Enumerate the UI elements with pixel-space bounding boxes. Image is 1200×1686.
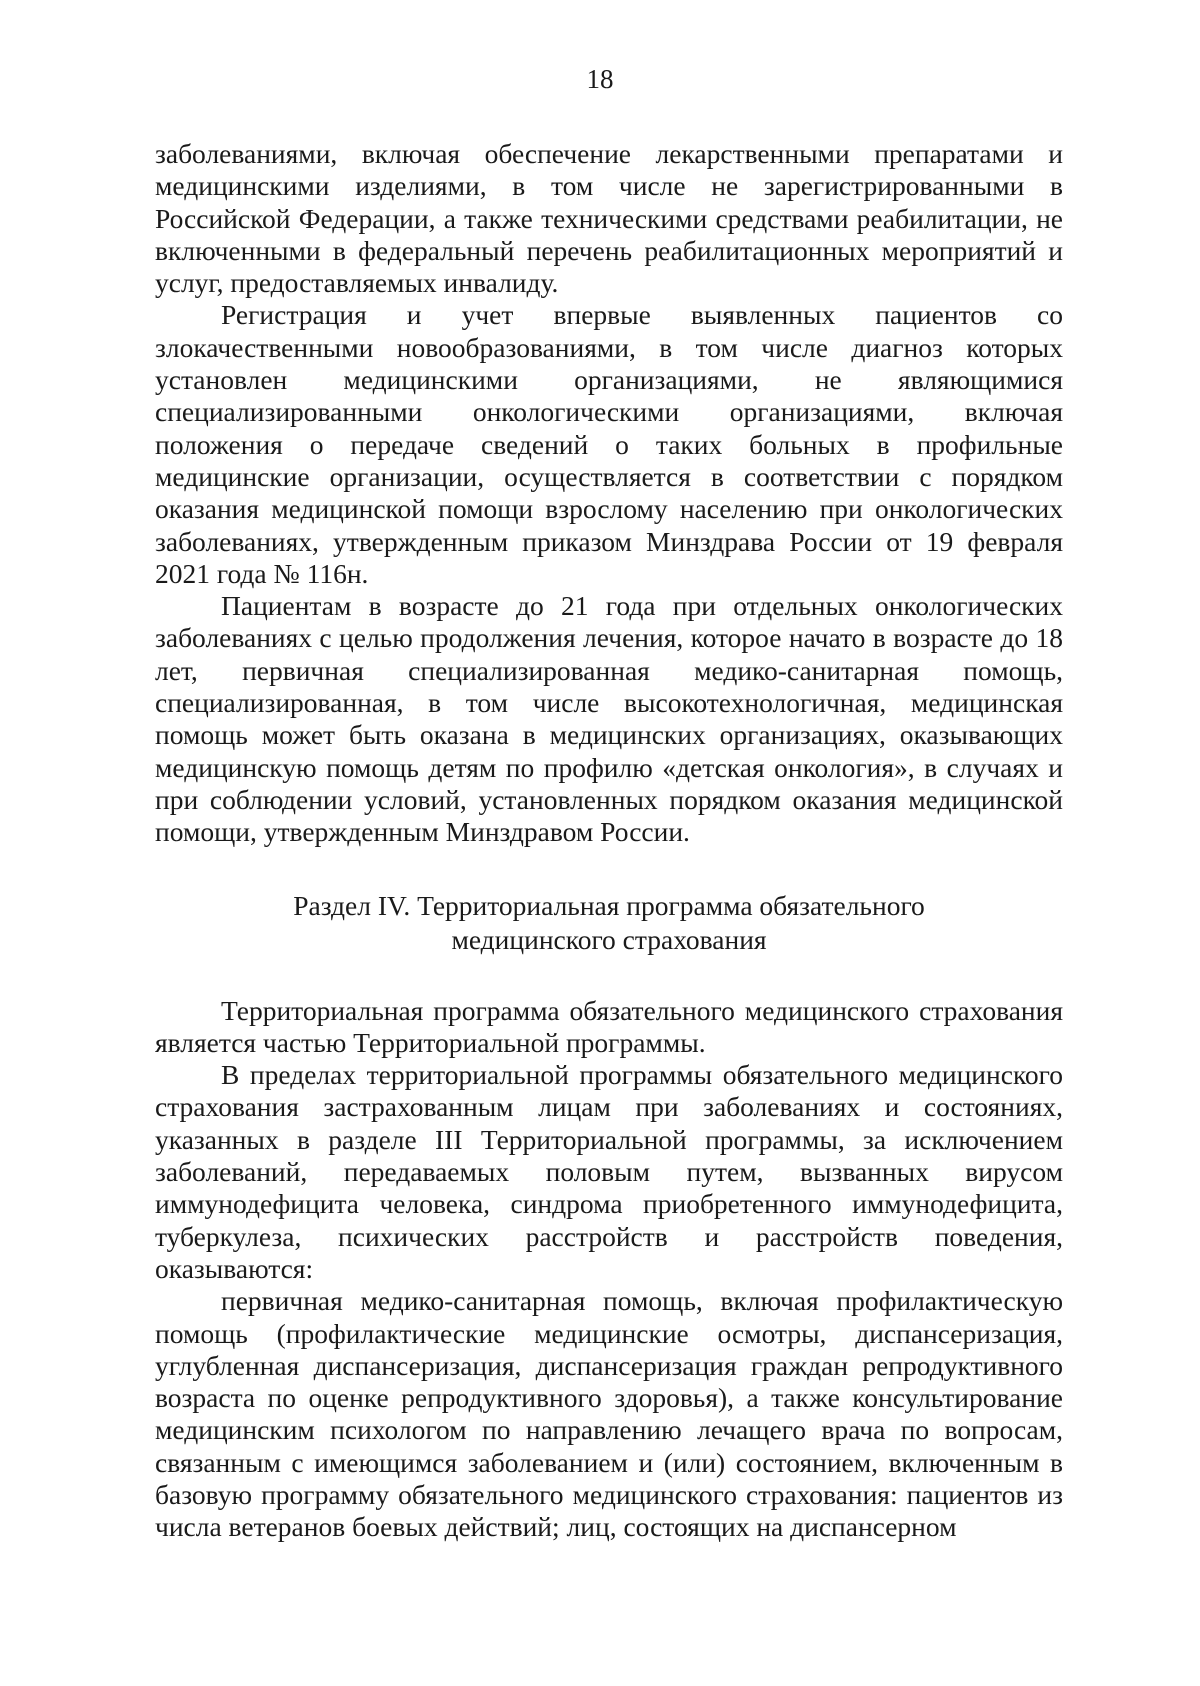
page-number: 18 [586, 64, 614, 94]
section-heading-line-2: медицинского страхования [451, 923, 767, 955]
paragraph-continuation: заболеваниями, включая обеспечение лекарственными препаратами и медицинскими изделиями, в том числе не зарегистрированными в Российской Федерации, а также техническими средствами реабилитации, не включенными в федеральный перечень реабилитационных мероприятий и услуг, предоставляемых инвалиду. [155, 138, 1063, 299]
paragraph-program-part: Территориальная программа обязательного медицинского страхования является частью Территориальной программы. [155, 994, 1063, 1058]
section-heading [155, 889, 1063, 957]
paragraph-registration: Регистрация и учет впервые выявленных пациентов со злокачественными новообразованиями, в том числе диагноз которых установлен медицинскими организациями, не являющимися специализированными онкологическими организациями, включая положения о передаче сведений о таких больных в профильные медицинские организации, осуществляется в соответствии с порядком оказания медицинской помощи взрослому населению при онкологических заболеваниях, утвержденным приказом Минздрава России от 19 февраля 2021 года № 116н. [155, 299, 1063, 589]
paragraph-patients-under-21: Пациентам в возрасте до 21 года при отдельных онкологических заболеваниях с целью продолжения лечения, которое начато в возрасте до 18 лет, первичная специализированная медико-санитарная помощь, специализированная, в том числе высокотехнологичная, медицинская помощь может быть оказана в медицинских организациях, оказывающих медицинскую помощь детям по профилю «детская онкология», в случаях и при соблюдении условий, установленных порядком оказания медицинской помощи, утвержденным Минздравом России. [155, 590, 1063, 848]
section-heading-line-1: Раздел IV. Территориальная программа обязательного [293, 889, 925, 921]
paragraph-program-scope: В пределах территориальной программы обязательного медицинского страхования застрахованным лицам при заболеваниях и состояниях, указанных в разделе III Территориальной программы, за исключением заболеваний, передаваемых половым путем, вызванных вирусом иммунодефицита человека, синдрома приобретенного иммунодефицита, туберкулеза, психических расстройств и расстройств поведения, оказываются: [155, 1059, 1063, 1284]
paragraph-primary-care: первичная медико-санитарная помощь, включая профилактическую помощь (профилактические медицинские осмотры, диспансеризация, углубленная диспансеризация, диспансеризация граждан репродуктивного возраста по оценке репродуктивного здоровья), а также консультирование медицинским психологом по направлению лечащего врача по вопросам, связанным с имеющимся заболеванием и (или) состоянием, включенным в базовую программу обязательного медицинского страхования: пациентов из числа ветеранов боевых действий; лиц, состоящих на диспансерном [155, 1285, 1063, 1543]
document-body [155, 138, 1063, 1544]
